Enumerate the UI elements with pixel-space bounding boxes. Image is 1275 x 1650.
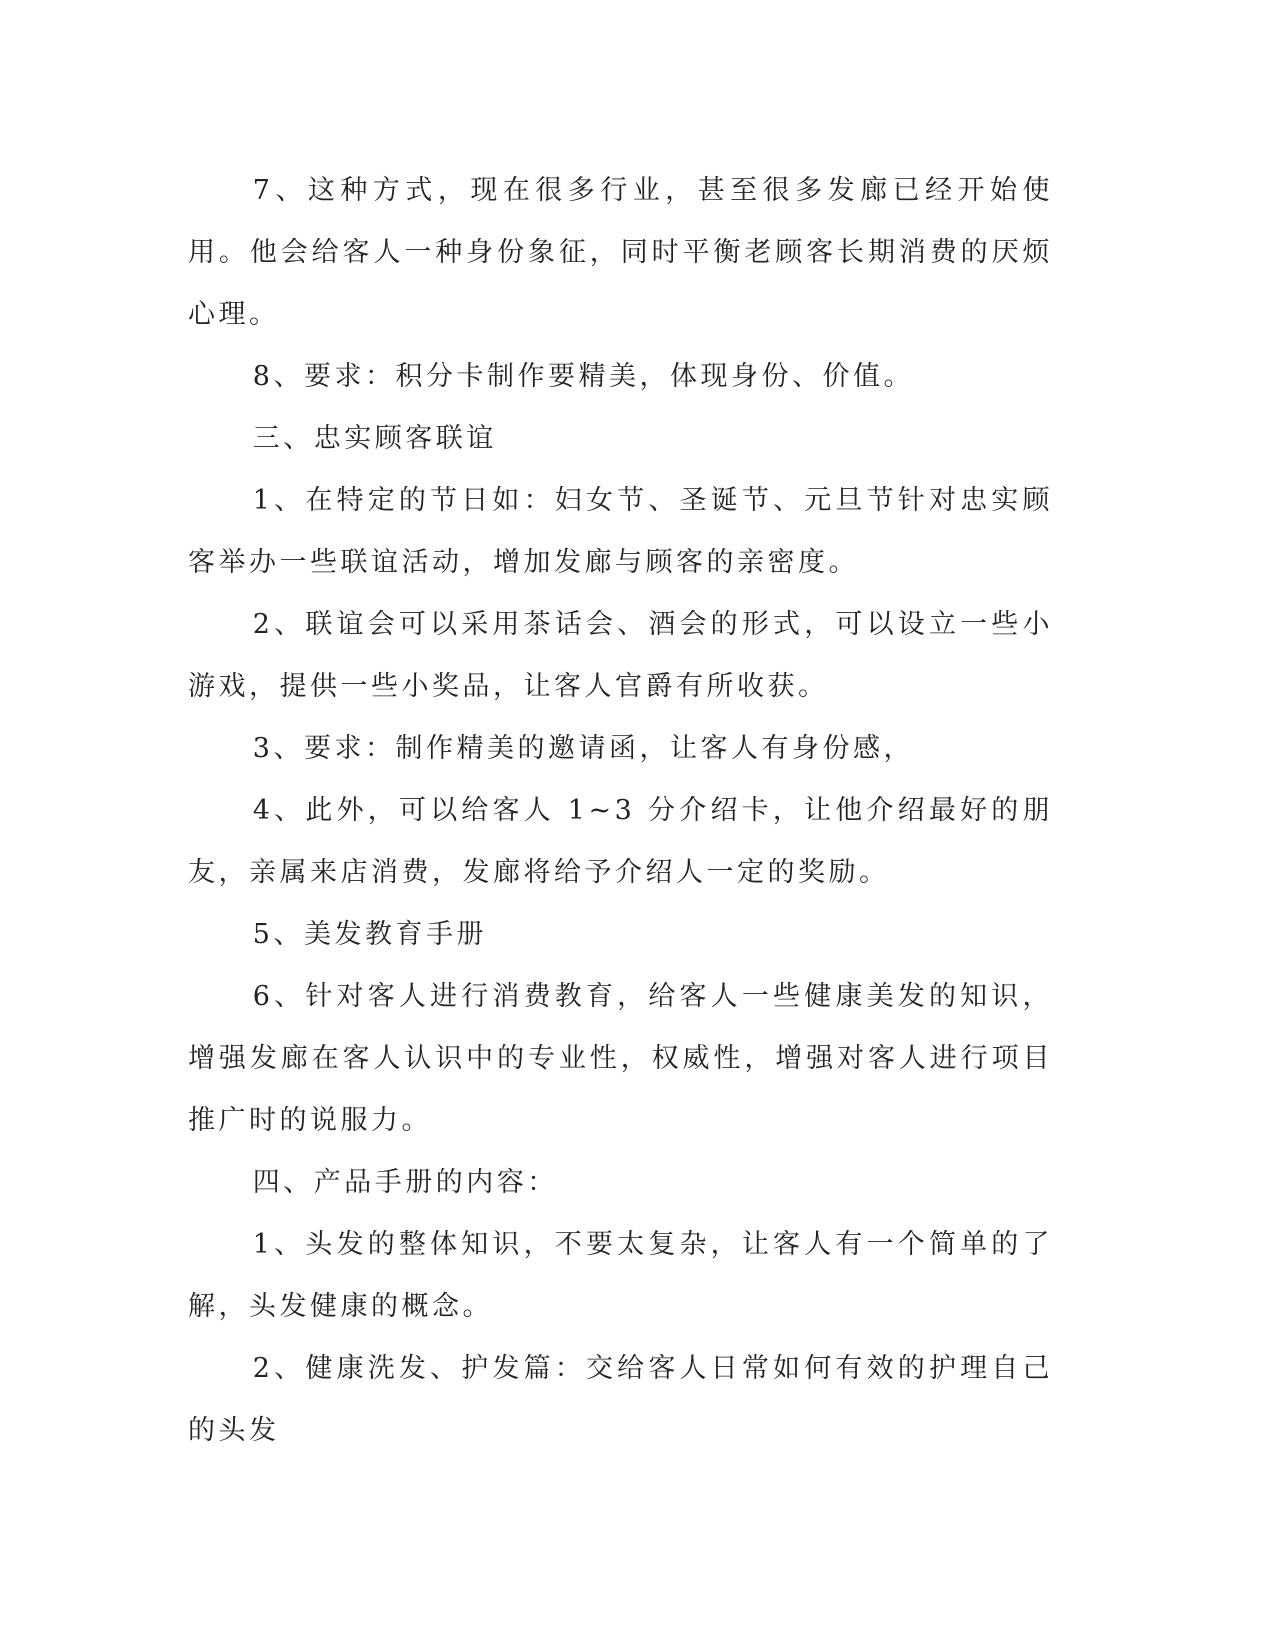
paragraph-7-membership-card: 7、这种方式，现在很多行业，甚至很多发廊已经开始使用。他会给客人一种身份象征，同时平衡老顾客长期消费的厌烦心理。 bbox=[188, 175, 1053, 330]
paragraph-6-consumer-education: 6、针对客人进行消费教育，给客人一些健康美发的知识，增强发廊在客人认识中的专业性，权威性，增强对客人进行项目推广时的说服力。 bbox=[188, 981, 1053, 1136]
paragraph-2-hair-care: 2、健康洗发、护发篇：交给客人日常如何有效的护理自己的头发 bbox=[188, 1353, 1053, 1446]
section-heading-product-manual: 四、产品手册的内容： bbox=[252, 1167, 558, 1198]
document-body bbox=[188, 160, 1053, 1462]
paragraph-1-hair-knowledge: 1、头发的整体知识，不要太复杂，让客人有一个简单的了解，头发健康的概念。 bbox=[188, 1229, 1053, 1322]
paragraph-4-referral-card: 4、此外，可以给客人 1~3 分介绍卡，让他介绍最好的朋友，亲属来店消费，发廊将给予介绍人一定的奖励。 bbox=[188, 795, 1053, 888]
paragraph-5-education-manual: 5、美发教育手册 bbox=[252, 919, 487, 950]
section-heading-loyal-customer-event: 三、忠实顾客联谊 bbox=[252, 423, 497, 454]
paragraph-8-requirement: 8、要求：积分卡制作要精美，体现身份、价值。 bbox=[252, 361, 914, 392]
paragraph-3-invitation: 3、要求：制作精美的邀请函，让客人有身份感， bbox=[252, 733, 914, 764]
paragraph-2-event-format: 2、联谊会可以采用茶话会、酒会的形式，可以设立一些小游戏，提供一些小奖品，让客人官爵有所收获。 bbox=[188, 609, 1053, 702]
paragraph-1-holiday-events: 1、在特定的节日如：妇女节、圣诞节、元旦节针对忠实顾客举办一些联谊活动，增加发廊与顾客的亲密度。 bbox=[188, 485, 1053, 578]
